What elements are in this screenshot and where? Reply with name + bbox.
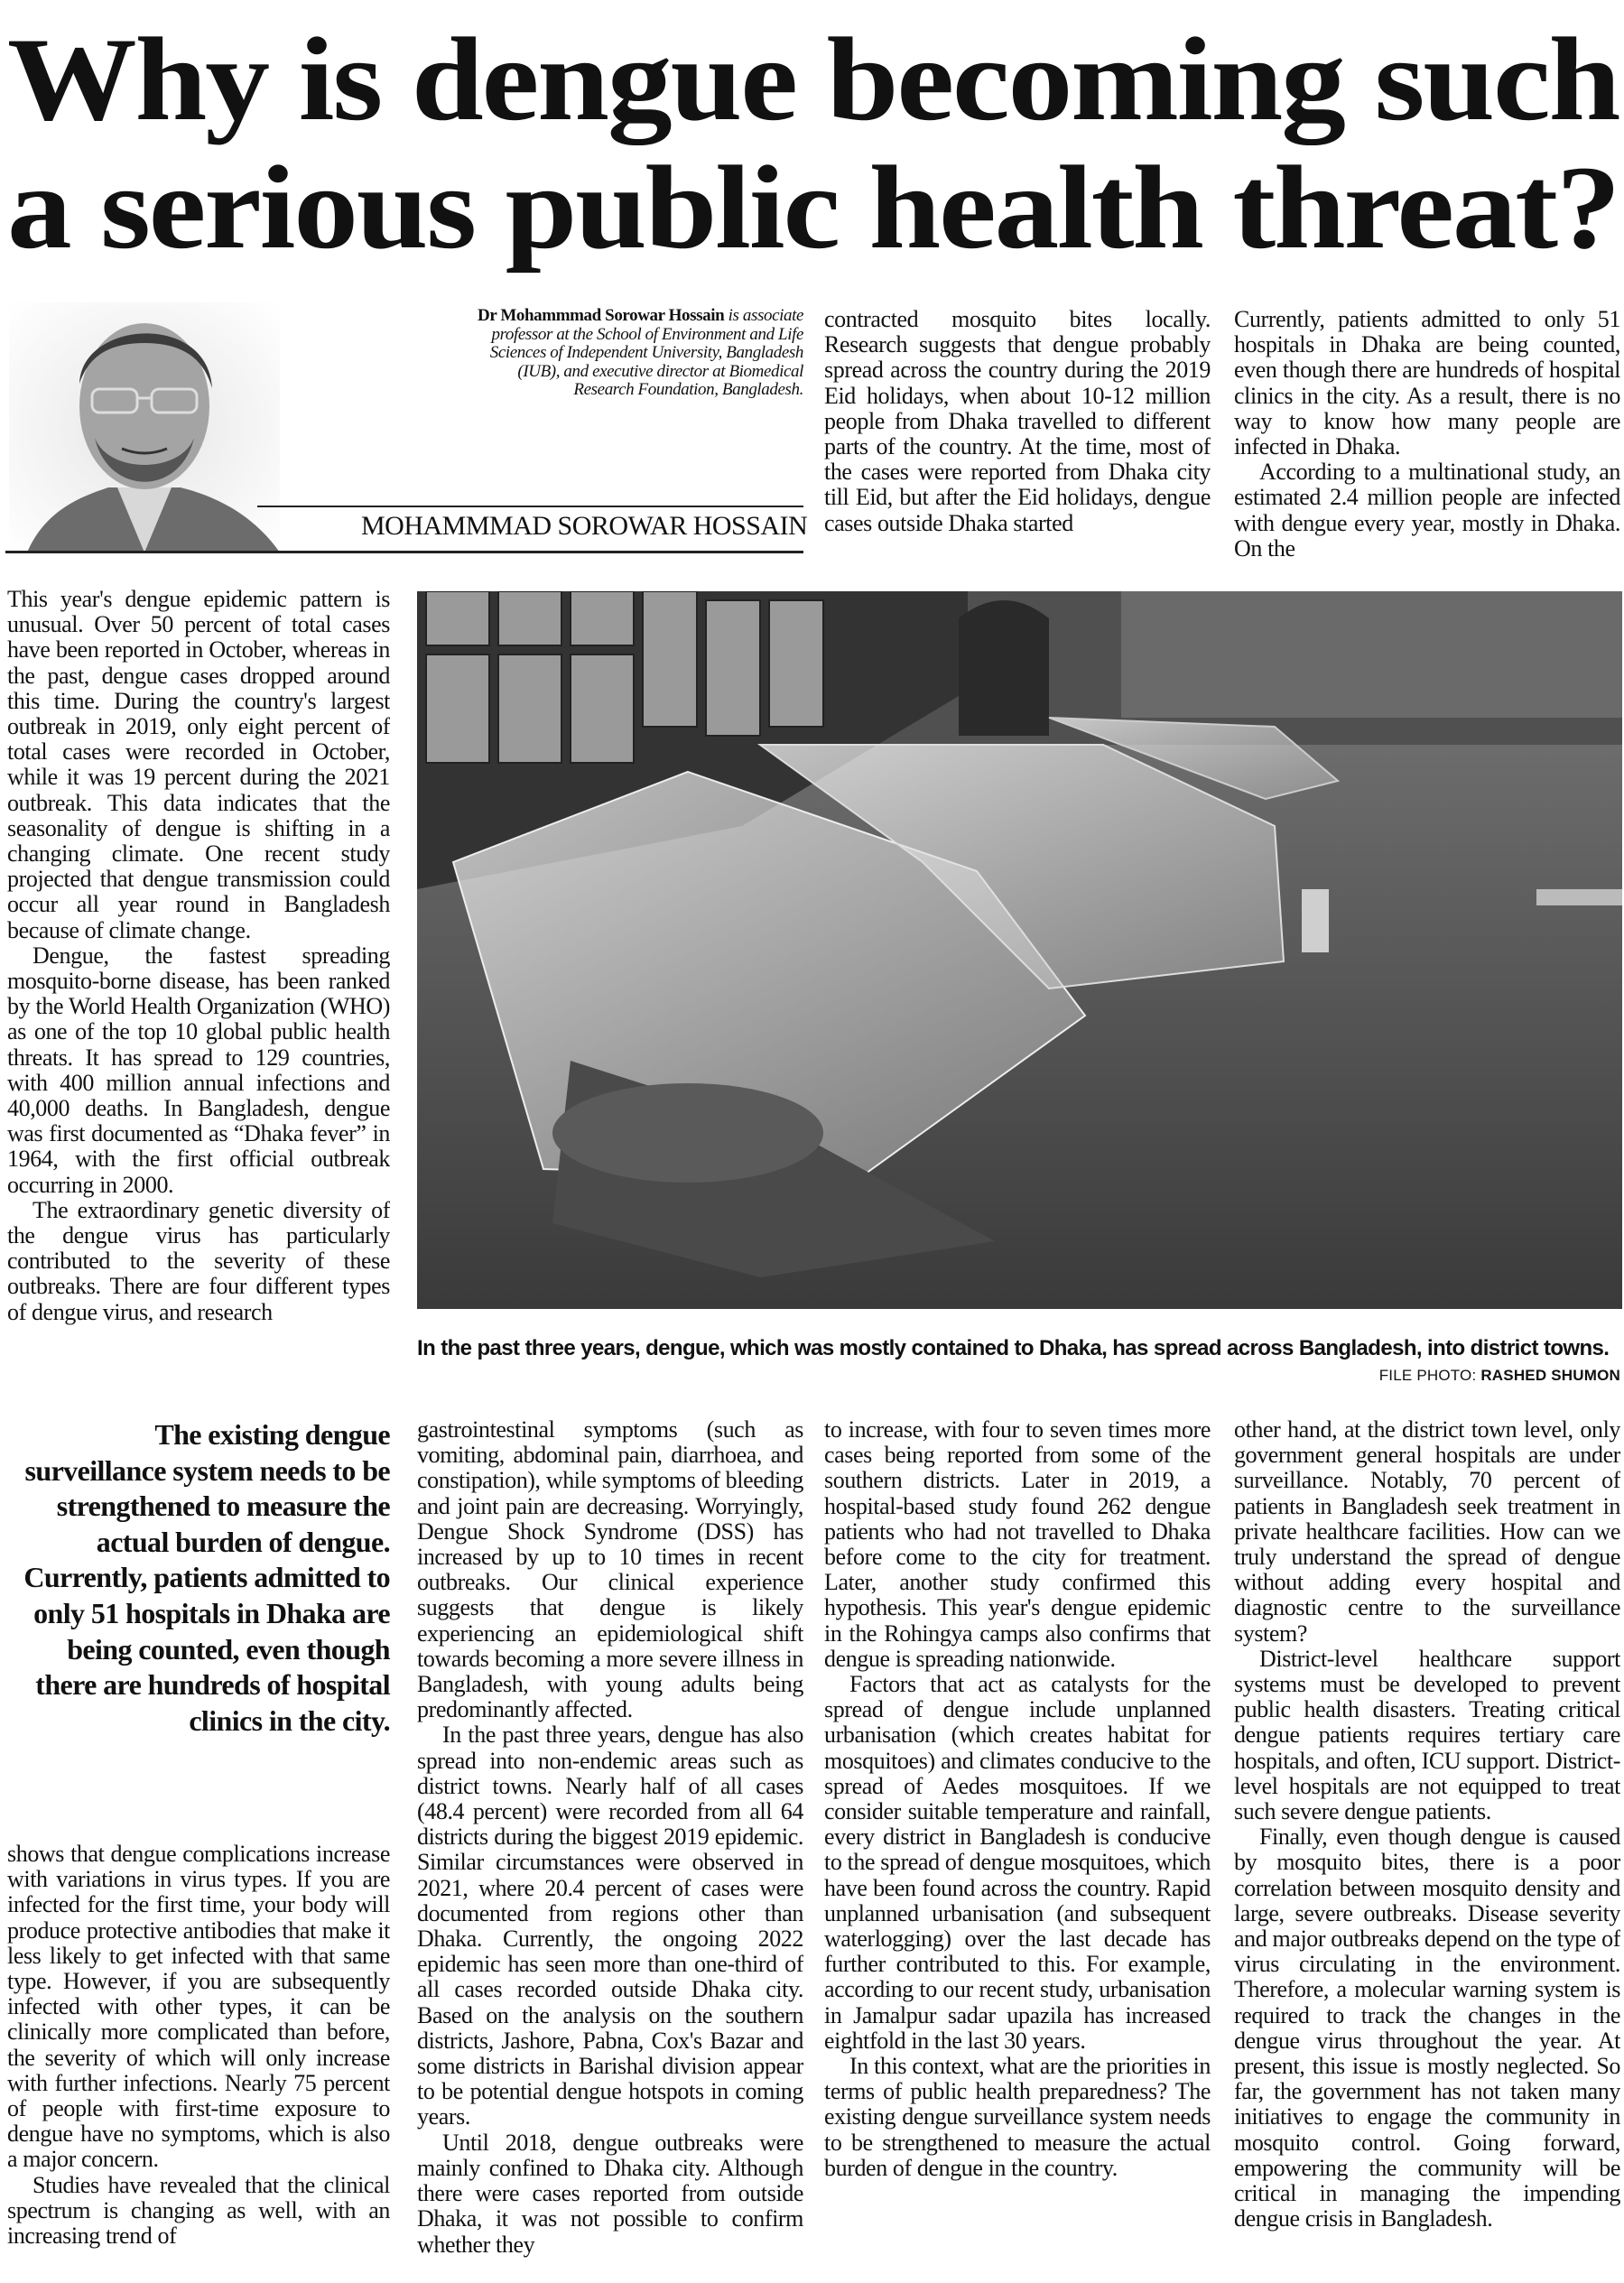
photo-credit-name: RASHED SHUMON (1480, 1367, 1620, 1384)
paragraph: to increase, with four to seven times more cases being reported from some of the southern districts. Later in 2019, a hospital-based study found 262 dengue patients who had not travelled to Dhaka before come to the city for treatment. Later, another study confirmed this hypothesis. This year's dengue epidemic in the Rohingya camps also confirms that dengue is spreading nationwide. (824, 1417, 1211, 1672)
byline-rule-top (257, 506, 803, 507)
headline-line-2: a serious public health threat? (7, 141, 1619, 274)
photo-credit-label: FILE PHOTO: (1378, 1367, 1477, 1384)
paragraph: District-level healthcare support systems must be developed to prevent public health disasters. Treating critical dengue patients requires tertiary care hospitals, and often, ICU support. District-level hospitals are not equipped to treat such severe dengue patients. (1234, 1645, 1620, 1825)
author-bio-text: is associate professor at the School of Environment and Life Sciences of Independent University, Bangladesh (IUB), and executive director at Biomedical Research Foundation, Bangladesh. (489, 306, 803, 399)
photo-caption: In the past three years, dengue, which was mostly contained to Dhaka, has spread across Bangladesh, into district towns. (417, 1336, 1610, 1360)
headline-line-1: Why is dengue becoming such (7, 13, 1619, 145)
paragraph: Dengue, the fastest spreading mosquito-borne disease, has been ranked by the World Health Organization (WHO) as one of the top 10 global public health threats. It has spread to 129 countries, with 400 million annual infections and 40,000 deaths. In Bangladesh, dengue was first documented as “Dhaka fever” in 1964, with the first official outbreak occurring in 2000. (7, 942, 390, 1198)
paragraph: This year's dengue epidemic pattern is unusual. Over 50 percent of total cases have been reported in October, whereas in the past, dengue cases dropped around this time. During the country's largest outbreak in 2019, only eight percent of total cases were recorded in October, while it was 19 percent during the 2021 outbreak. This data indicates that the seasonality of dengue is shifting in a changing climate. One recent study projected that dengue transmission could occur all year round in Bangladesh because of climate change. (7, 587, 390, 943)
paragraph: shows that dengue complications increase with variations in virus types. If you are infected for the first time, your body will produce protective antibodies that make it less likely to get infected with that same type. However, if you are subsequently infected with other types, it can be clinically more complicated than before, the severity of which will only increase with further infections. Nearly 75 percent of people with first-time exposure to dengue have no symptoms, which is also a major concern. (7, 1842, 390, 2173)
paragraph: According to a multinational study, an estimated 2.4 million people are infected with dengue every year, mostly in Dhaka. On the (1234, 459, 1620, 561)
article-column-bottom-2 (417, 1417, 803, 2283)
article-column-top-3 (824, 307, 1211, 564)
article-column-bottom-1 (7, 1842, 390, 2283)
article-column-bottom-3 (824, 1417, 1211, 2283)
paragraph: other hand, at the district town level, only government general hospitals are under surveillance. Notably, 70 percent of patients in Bangladesh seek treatment in private healthcare facilities. How can we truly understand the spread of dengue without adding every hospital and diagnostic centre to the surveillance system? (1234, 1417, 1620, 1647)
paragraph: Currently, patients admitted to only 51 hospitals in Dhaka are being counted, even though there are hundreds of hospital clinics in the city. As a result, there is no way to know how many people are infected in Dhaka. (1234, 307, 1620, 460)
paragraph: contracted mosquito bites locally. Research suggests that dengue probably spread across the country during the 2019 Eid holidays, when about 10-12 million people from Dhaka travelled to different parts of the country. At the time, most of the cases were reported from Dhaka city till Eid, but after the Eid holidays, dengue cases outside Dhaka started (824, 307, 1211, 536)
paragraph: gastrointestinal symptoms (such as vomiting, abdominal pain, diarrhoea, and constipation), while symptoms of bleeding and joint pain are decreasing. Worryingly, Dengue Shock Syndrome (DSS) has increased by up to 10 times in recent outbreaks. Our clinical experience suggests that dengue is likely experiencing an epidemiological shift towards becoming a more severe illness in Bangladesh, with young adults being predominantly affected. (417, 1417, 803, 1723)
author-bio-name: Dr Mohammmad Sorowar Hossain (478, 306, 725, 325)
paragraph: Finally, even though dengue is caused by mosquito bites, there is a poor correlation between mosquito density and large, severe outbreaks. Disease severity and major outbreaks depend on the type of virus circulating in the environment. Therefore, a molecular warning system is required to track the changes in the dengue virus throughout the year. At present, this issue is mostly neglected. So far, the government has not taken many initiatives to engage the community in mosquito control. Going forward, empowering the community will be critical in managing the impending dengue crisis in Bangladesh. (1234, 1824, 1620, 2232)
byline-rule-bottom (5, 551, 803, 553)
pull-quote: The existing dengue surveillance system needs to be strengthened to measure the actual burden of dengue. Currently, patients admitted to only 51 hospitals in Dhaka are being counted, even though there are hundreds of hospital clinics in the city. (23, 1418, 390, 1737)
article-column-left (7, 587, 390, 1374)
photo-credit (1379, 1367, 1620, 1385)
main-photo (417, 591, 1622, 1309)
paragraph: Studies have revealed that the clinical spectrum is changing as well, with an increasing trend of (7, 2171, 390, 2250)
paragraph: Until 2018, dengue outbreaks were mainly confined to Dhaka city. Although there were cases reported from outside Dhaka, it was not possible to confirm whether they (417, 2129, 803, 2258)
paragraph: Factors that act as catalysts for the spread of dengue include unplanned urbanisation (which creates habitat for mosquitoes) and climates conducive to the spread of Aedes mosquitoes. If we consider suitable temperature and rainfall, every district in Bangladesh is conducive to the spread of dengue mosquitoes, which have been found across the country. Rapid unplanned urbanisation (and subsequent waterlogging) over the last decade has further contributed to this. For example, according to our recent study, urbanisation in Jamalpur sadar upazila has increased eightfold in the last 30 years. (824, 1671, 1211, 2054)
article-column-bottom-4 (1234, 1417, 1620, 2283)
paragraph: In this context, what are the priorities in terms of public health preparedness? The existing dengue surveillance system needs to be strengthened to measure the actual burden of dengue in the country. (824, 2053, 1211, 2181)
paragraph: In the past three years, dengue has also spread into non-endemic areas such as district towns. Nearly half of all cases (48.4 percent) were recorded from all 64 districts during the biggest 2019 epidemic. Similar circumstances were observed in 2021, where 20.4 percent of cases were documented from regions other than Dhaka. Currently, the ongoing 2022 epidemic has seen more than one-third of all cases recorded outside Dhaka city. Based on the analysis on the southern districts, Jashore, Pabna, Cox's Bazar and some districts in Barishal division appear to be potential dengue hotspots in coming years. (417, 1722, 803, 2130)
author-bio (469, 307, 803, 400)
author-photo (9, 302, 280, 552)
author-byline: MOHAMMMAD SOROWAR HOSSAIN (361, 511, 808, 541)
article-column-top-4 (1234, 307, 1620, 564)
paragraph: The extraordinary genetic diversity of the dengue virus has particularly contributed to the severity of these outbreaks. There are four different types of dengue virus, and research (7, 1196, 390, 1325)
